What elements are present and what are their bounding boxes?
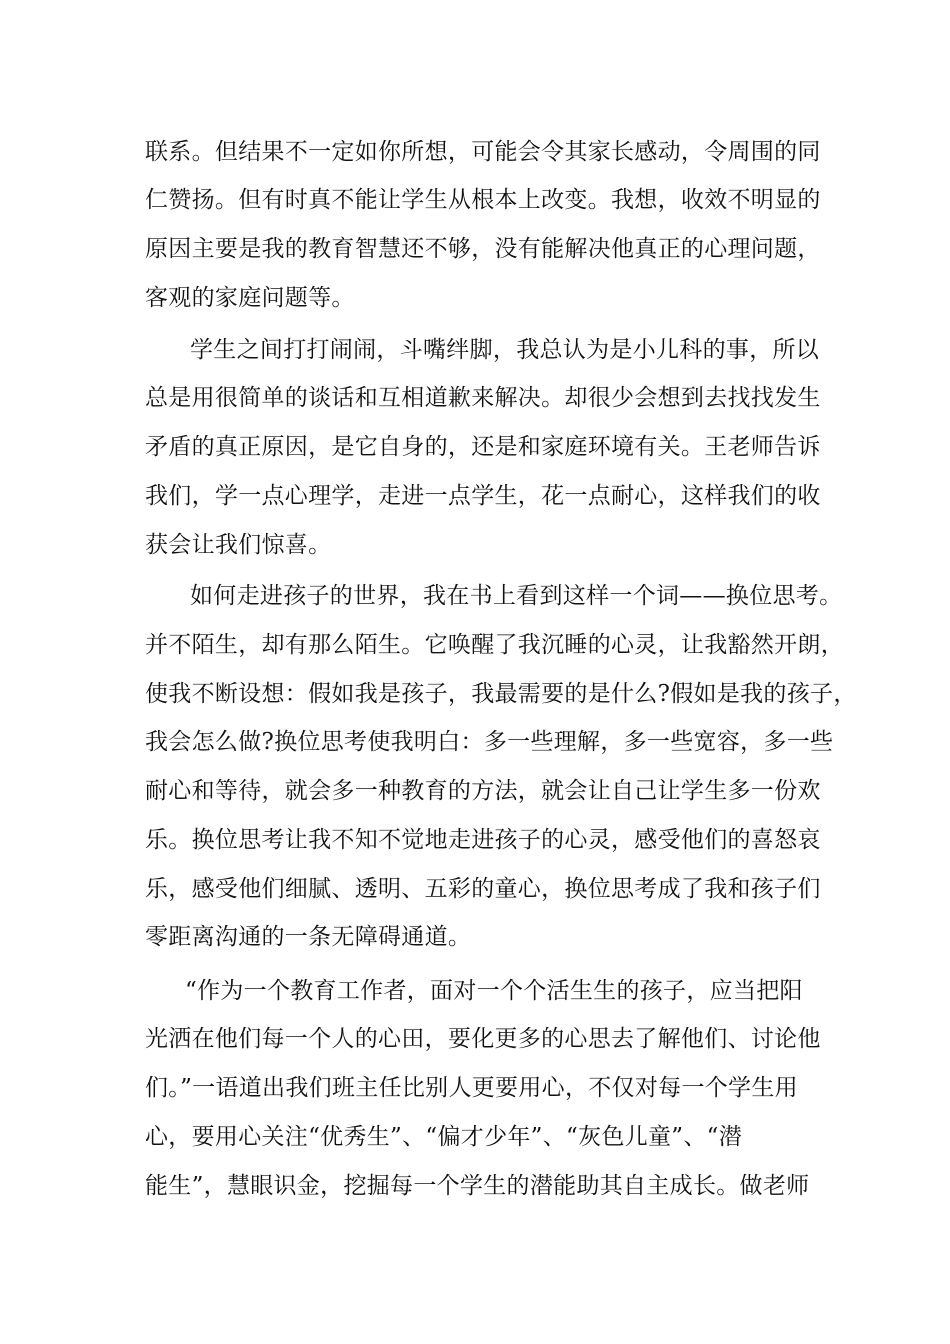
text-line: 光洒在他们每一个人的心田，要化更多的心思去了解他们、讨论他	[145, 1026, 821, 1052]
text-line: 乐。换位思考让我不知不觉地走进孩子的心灵，感受他们的喜怒哀	[145, 827, 821, 853]
text-line: 总是用很简单的谈话和互相道歉来解决。却很少会想到去找找发生	[145, 385, 821, 411]
text-line: 心，要用心关注“优秀生”、“偏才少年”、“灰色儿童”、“潜	[145, 1124, 743, 1150]
text-line: 仁赞扬。但有时真不能让学生从根本上改变。我想，收效不明显的	[145, 187, 821, 213]
text-line: 原因主要是我的教育智慧还不够，没有能解决他真正的心理问题，	[145, 236, 821, 262]
text-line: 使我不断设想：假如我是孩子，我最需要的是什么?假如是我的孩子，	[145, 681, 857, 707]
paragraph-first-line: 学生之间打打闹闹，斗嘴绊脚，我总认为是小儿科的事，所以	[190, 337, 820, 363]
text-line: 乐，感受他们细腻、透明、五彩的童心，换位思考成了我和孩子们	[145, 876, 821, 902]
text-line: 获会让我们惊喜。	[145, 532, 332, 558]
text-line: 联系。但结果不一定如你所想，可能会令其家长感动，令周围的同	[145, 139, 821, 165]
text-line: 们。”一语道出我们班主任比别人更要用心，不仅对每一个学生用	[145, 1075, 798, 1101]
text-line: 耐心和等待，就会多一种教育的方法，就会让自己让学生多一份欢	[145, 778, 821, 804]
paragraph-first-line: 如何走进孩子的世界，我在书上看到这样一个词——换位思考。	[190, 583, 843, 609]
text-line: 零距离沟通的一条无障碍通道。	[145, 924, 472, 950]
text-line: 我们，学一点心理学，走进一点学生，花一点耐心，这样我们的收	[145, 483, 821, 509]
text-line: 矛盾的真正原因，是它自身的，还是和家庭环境有关。王老师告诉	[145, 434, 821, 460]
text-line: 并不陌生，却有那么陌生。它唤醒了我沉睡的心灵，让我豁然开朗，	[145, 632, 844, 658]
text-line: 能生”，慧眼识金，挖掘每一个学生的潜能助其自主成长。做老师	[145, 1173, 810, 1199]
text-line: 我会怎么做?换位思考使我明白：多一些理解，多一些宽容，多一些	[145, 729, 834, 755]
paragraph-first-line: “作为一个教育工作者，面对一个个活生生的孩子，应当把阳	[185, 978, 803, 1004]
text-line: 客观的家庭问题等。	[145, 285, 355, 311]
